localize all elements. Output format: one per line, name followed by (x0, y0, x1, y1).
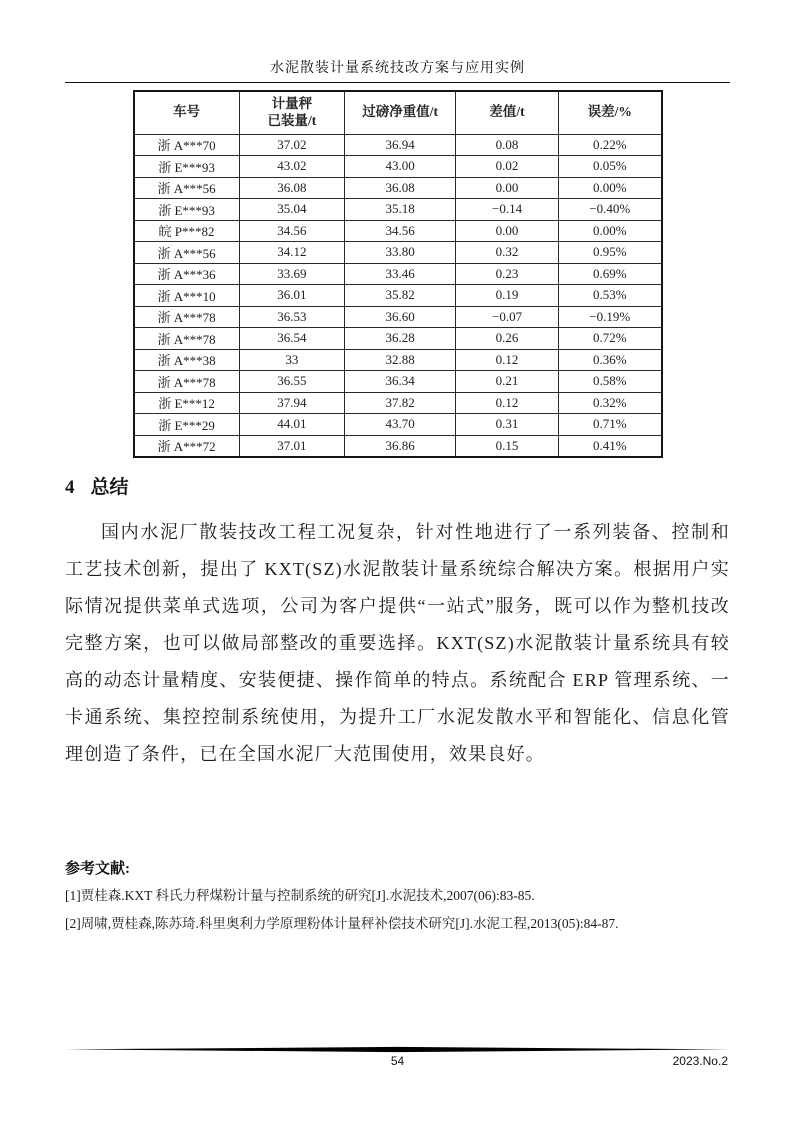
cell-scale-loaded: 43.02 (239, 156, 345, 178)
cell-weighbridge-net: 36.08 (345, 177, 456, 199)
cell-weighbridge-net: 36.34 (345, 371, 456, 393)
col-header-vehicle: 车号 (134, 91, 240, 134)
cell-difference: 0.31 (456, 414, 559, 436)
cell-vehicle-plate: 浙 E***29 (134, 414, 240, 436)
cell-difference: 0.21 (456, 371, 559, 393)
cell-scale-loaded: 37.94 (239, 392, 345, 414)
page-number: 54 (390, 1054, 405, 1068)
table-row (134, 220, 662, 242)
cell-error-percent: −0.40% (559, 199, 662, 221)
table-row (134, 134, 662, 156)
table-row (134, 199, 662, 221)
table-row (134, 177, 662, 199)
section-title: 总结 (90, 476, 129, 498)
footer-rule (65, 1046, 730, 1053)
table-row (134, 242, 662, 264)
cell-error-percent: 0.36% (559, 349, 662, 371)
cell-vehicle-plate: 皖 P***82 (134, 220, 240, 242)
cell-scale-loaded: 33 (239, 349, 345, 371)
cell-difference: 0.15 (456, 435, 559, 457)
table-row (134, 285, 662, 307)
cell-vehicle-plate: 浙 A***56 (134, 242, 240, 264)
col-header-difference: 差值/t (456, 91, 559, 134)
cell-difference: 0.00 (456, 220, 559, 242)
cell-vehicle-plate: 浙 A***78 (134, 371, 240, 393)
cell-error-percent: 0.69% (559, 263, 662, 285)
cell-scale-loaded: 35.04 (239, 199, 345, 221)
reference-item: [1]贾桂森.KXT 科氏力秤煤粉计量与控制系统的研究[J].水泥技术,2007(06):83-85. (65, 888, 535, 904)
cell-weighbridge-net: 33.80 (345, 242, 456, 264)
cell-error-percent: 0.00% (559, 220, 662, 242)
cell-error-percent: 0.41% (559, 435, 662, 457)
cell-error-percent: 0.72% (559, 328, 662, 350)
col-header-scale-line1: 计量秤 (271, 95, 313, 111)
table-row (134, 392, 662, 414)
cell-error-percent: 0.71% (559, 414, 662, 436)
weighing-results-table (133, 90, 663, 458)
table-header-row (134, 91, 662, 134)
cell-weighbridge-net: 33.46 (345, 263, 456, 285)
table-row (134, 263, 662, 285)
cell-vehicle-plate: 浙 A***38 (134, 349, 240, 371)
cell-vehicle-plate: 浙 A***78 (134, 306, 240, 328)
cell-weighbridge-net: 34.56 (345, 220, 456, 242)
running-header-title: 水泥散装计量系统技改方案与应用实例 (270, 61, 525, 76)
cell-scale-loaded: 34.56 (239, 220, 345, 242)
issue-label: 2023.No.2 (672, 1054, 728, 1068)
summary-paragraph: 国内水泥厂散装技改工程工况复杂，针对性地进行了一系列装备、控制和工艺技术创新，提出了 KXT(SZ)水泥散装计量系统综合解决方案。根据用户实际情况提供菜单式选项，公司为客户提供“一站式”服务，既可以作为整机技改完整方案，也可以做局部整改的重要选择。KXT(SZ)水泥散装计量系统具有较高的动态计量精度、安装便捷、操作简单的特点。系统配合 ERP 管理系统、一卡通系统、集控控制系统使用，为提升工厂水泥发散水平和智能化、信息化管理创造了条件，已在全国水泥厂大范围使用，效果良好。 (65, 522, 730, 765)
table-row (134, 371, 662, 393)
table-body (134, 134, 662, 457)
col-header-weighbridge-net: 过磅净重值/t (345, 91, 456, 134)
cell-scale-loaded: 36.08 (239, 177, 345, 199)
cell-vehicle-plate: 浙 A***56 (134, 177, 240, 199)
table-row (134, 349, 662, 371)
cell-scale-loaded: 36.53 (239, 306, 345, 328)
references-list (65, 882, 730, 938)
col-header-scale-line2: 已装量/t (267, 112, 317, 128)
cell-scale-loaded: 37.01 (239, 435, 345, 457)
references-section (65, 857, 730, 938)
page-content (65, 0, 730, 938)
references-title: 参考文献: (65, 861, 130, 878)
cell-error-percent: −0.19% (559, 306, 662, 328)
page-footer (65, 1046, 730, 1068)
cell-vehicle-plate: 浙 A***78 (134, 328, 240, 350)
cell-vehicle-plate: 浙 E***93 (134, 199, 240, 221)
cell-vehicle-plate: 浙 A***72 (134, 435, 240, 457)
section-heading (65, 472, 730, 499)
running-header (65, 0, 730, 83)
cell-error-percent: 0.53% (559, 285, 662, 307)
cell-scale-loaded: 36.55 (239, 371, 345, 393)
table-row (134, 156, 662, 178)
cell-vehicle-plate: 浙 A***70 (134, 134, 240, 156)
cell-error-percent: 0.95% (559, 242, 662, 264)
cell-difference: 0.08 (456, 134, 559, 156)
cell-scale-loaded: 36.01 (239, 285, 345, 307)
cell-error-percent: 0.32% (559, 392, 662, 414)
cell-error-percent: 0.00% (559, 177, 662, 199)
reference-item: [2]周啸,贾桂森,陈苏琦.科里奥利力学原理粉体计量秤补偿技术研究[J].水泥工程,2013(05):84-87. (65, 916, 619, 932)
cell-difference: 0.23 (456, 263, 559, 285)
cell-weighbridge-net: 36.94 (345, 134, 456, 156)
cell-weighbridge-net: 37.82 (345, 392, 456, 414)
cell-vehicle-plate: 浙 E***93 (134, 156, 240, 178)
cell-difference: 0.02 (456, 156, 559, 178)
table-row (134, 435, 662, 457)
cell-error-percent: 0.22% (559, 134, 662, 156)
cell-vehicle-plate: 浙 A***36 (134, 263, 240, 285)
cell-error-percent: 0.58% (559, 371, 662, 393)
table-row (134, 414, 662, 436)
cell-difference: 0.26 (456, 328, 559, 350)
table-row (134, 306, 662, 328)
cell-difference: −0.07 (456, 306, 559, 328)
cell-weighbridge-net: 35.18 (345, 199, 456, 221)
cell-weighbridge-net: 43.00 (345, 156, 456, 178)
cell-difference: −0.14 (456, 199, 559, 221)
cell-weighbridge-net: 43.70 (345, 414, 456, 436)
cell-error-percent: 0.05% (559, 156, 662, 178)
cell-difference: 0.12 (456, 392, 559, 414)
cell-weighbridge-net: 32.88 (345, 349, 456, 371)
cell-difference: 0.32 (456, 242, 559, 264)
cell-difference: 0.19 (456, 285, 559, 307)
footer-texts (65, 1054, 730, 1068)
cell-weighbridge-net: 36.60 (345, 306, 456, 328)
table-row (134, 328, 662, 350)
cell-vehicle-plate: 浙 E***12 (134, 392, 240, 414)
cell-difference: 0.00 (456, 177, 559, 199)
header-rule (65, 82, 730, 83)
col-header-error-percent: 误差/% (559, 91, 662, 134)
col-header-scale-loaded (239, 91, 345, 134)
cell-scale-loaded: 44.01 (239, 414, 345, 436)
cell-scale-loaded: 36.54 (239, 328, 345, 350)
section-number: 4 (65, 476, 75, 498)
cell-scale-loaded: 33.69 (239, 263, 345, 285)
cell-weighbridge-net: 35.82 (345, 285, 456, 307)
cell-scale-loaded: 37.02 (239, 134, 345, 156)
cell-vehicle-plate: 浙 A***10 (134, 285, 240, 307)
cell-difference: 0.12 (456, 349, 559, 371)
cell-weighbridge-net: 36.28 (345, 328, 456, 350)
cell-weighbridge-net: 36.86 (345, 435, 456, 457)
footer-rule-shape (65, 1046, 730, 1053)
cell-scale-loaded: 34.12 (239, 242, 345, 264)
